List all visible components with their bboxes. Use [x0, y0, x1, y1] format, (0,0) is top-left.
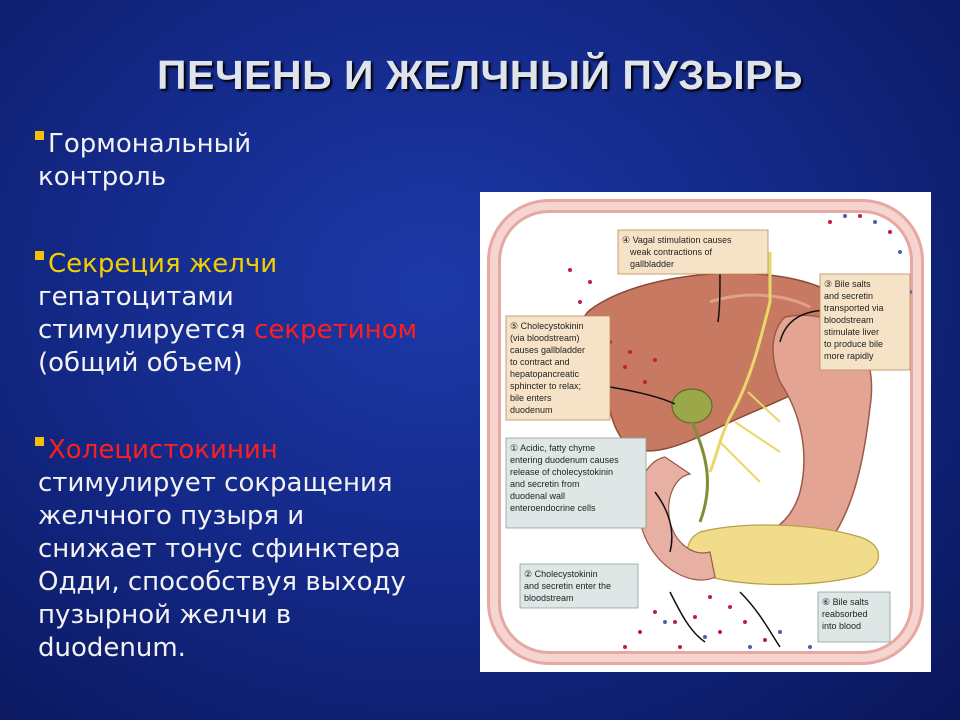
- bullet-line: (общий объем): [38, 348, 243, 378]
- bullet-hormonal-control: [38, 128, 251, 194]
- svg-text:bloodstream: bloodstream: [524, 593, 574, 603]
- caption-5: [506, 316, 610, 420]
- svg-text:gallbladder: gallbladder: [630, 259, 675, 269]
- caption-4: [618, 230, 768, 274]
- svg-text:③ Bile salts: ③ Bile salts: [824, 279, 871, 289]
- svg-text:⑥ Bile salts: ⑥ Bile salts: [822, 597, 869, 607]
- svg-text:release of cholecystokinin: release of cholecystokinin: [510, 467, 614, 477]
- svg-text:and secretin: and secretin: [824, 291, 874, 301]
- svg-text:to contract and: to contract and: [510, 357, 570, 367]
- svg-text:into blood: into blood: [822, 621, 862, 631]
- bullet-marker: [35, 251, 44, 260]
- gallbladder-shape: [672, 389, 712, 423]
- svg-text:entering duodenum causes: entering duodenum causes: [510, 455, 619, 465]
- svg-text:stimulate liver: stimulate liver: [824, 327, 880, 337]
- bullet-line: желчного пузыря и: [38, 501, 305, 531]
- arrow-bloodstream: [670, 592, 705, 642]
- bullet-marker: [35, 131, 44, 140]
- svg-text:② Cholecystokinin: ② Cholecystokinin: [524, 569, 598, 579]
- svg-text:more rapidly: more rapidly: [824, 351, 874, 361]
- bullet-line: Одди, способствуя выходу: [38, 567, 406, 597]
- svg-text:④ Vagal stimulation causes: ④ Vagal stimulation causes: [622, 235, 732, 245]
- bullet-line: контроль: [38, 162, 167, 192]
- bullet-line: стимулируется: [38, 315, 255, 345]
- bullet-marker: [35, 437, 44, 446]
- caption-1: [506, 438, 646, 528]
- svg-text:and secretin from: and secretin from: [510, 479, 580, 489]
- svg-text:bloodstream: bloodstream: [824, 315, 874, 325]
- svg-text:sphincter to relax;: sphincter to relax;: [510, 381, 582, 391]
- svg-text:bile enters: bile enters: [510, 393, 552, 403]
- svg-text:⑤ Cholecystokinin: ⑤ Cholecystokinin: [510, 321, 584, 331]
- svg-text:and secretin enter the: and secretin enter the: [524, 581, 612, 591]
- bullet-line: стимулирует сокращения: [38, 468, 393, 498]
- bullet-lead: Гормональный: [48, 129, 252, 159]
- caption-2: [520, 564, 638, 608]
- bullet-line: пузырной желчи в: [38, 600, 292, 630]
- arrow-reabsorbed: [740, 592, 780, 647]
- svg-text:transported via: transported via: [824, 303, 884, 313]
- duodenum-shape: [638, 457, 715, 580]
- svg-text:duodenum: duodenum: [510, 405, 553, 415]
- page-title: ПЕЧЕНЬ И ЖЕЛЧНЫЙ ПУЗЫРЬ: [157, 52, 803, 98]
- svg-text:(via bloodstream): (via bloodstream): [510, 333, 580, 343]
- svg-text:reabsorbed: reabsorbed: [822, 609, 868, 619]
- pancreas-shape: [688, 525, 879, 584]
- bullet-lead: Холецистокинин: [48, 435, 278, 465]
- svg-text:to produce bile: to produce bile: [824, 339, 884, 349]
- svg-text:duodenal wall: duodenal wall: [510, 491, 566, 501]
- caption-6: [818, 592, 890, 642]
- svg-text:weak contractions of: weak contractions of: [630, 247, 713, 257]
- bullet-line: гепатоцитами: [38, 282, 234, 312]
- svg-text:hepatopancreatic: hepatopancreatic: [510, 369, 580, 379]
- secretin-highlight: секретином: [254, 315, 418, 345]
- caption-3: [820, 274, 910, 370]
- liver-gallbladder-diagram: [480, 192, 931, 672]
- svg-text:enteroendocrine cells: enteroendocrine cells: [510, 503, 596, 513]
- bullet-line: снижает тонус сфинктера: [38, 534, 401, 564]
- bullet-line: duodenum.: [38, 633, 186, 663]
- bullet-cholecystokinin: [38, 434, 406, 665]
- diagram-svg: [480, 192, 931, 672]
- bullet-lead: Секреция желчи: [48, 249, 278, 279]
- svg-text:causes gallbladder: causes gallbladder: [510, 345, 586, 355]
- svg-text:① Acidic, fatty chyme: ① Acidic, fatty chyme: [510, 443, 596, 453]
- bullet-bile-secretion: [38, 248, 417, 380]
